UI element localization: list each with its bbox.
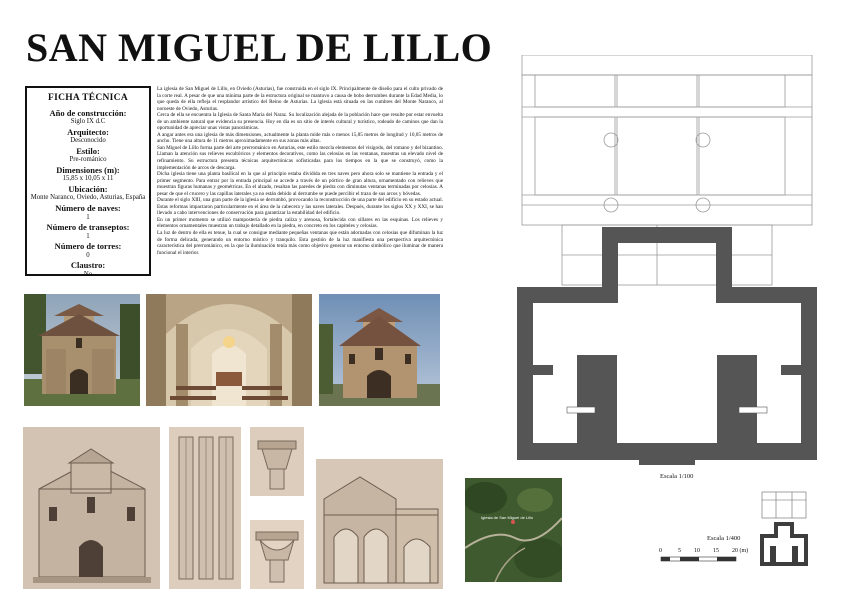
scale-tick: 5 [678, 548, 681, 554]
scale-tick: 15 [713, 548, 719, 554]
sheet-label-architect: Arquitecto: [67, 126, 109, 137]
aerial-map [465, 478, 562, 582]
description-text [157, 86, 443, 256]
floor-plan [517, 55, 822, 465]
scale-bar [656, 546, 756, 568]
technical-sheet-heading: FICHA TÉCNICA [47, 93, 128, 103]
paragraph: Dicha iglesia tiene una planta basilical en la que al principio estaba dividida en tres naves pero ahora solo se mantiene la entrada y el primer segmento. Para entrar por la entrada principal se accede a través de un pórtico de gran altura, ornamentado con relieves que muestran figuras humanas y geométricas. En el alzado, resaltan las paredes de piedra con diminutas ventanas terminadas por celosías. A pesar de que el crucero y las capillas laterales ya no están debido al derrumbe se puede percibir el trazo de sus arcos y bóvedas. [157, 171, 443, 197]
sheet-label-year: Año de construcción: [49, 107, 127, 118]
capital-drawing [250, 427, 304, 496]
paragraph: Durante el siglo XIII, una gran parte de la iglesia se derrumbó, provocando la reconstrucción de una parte del edificio en su estado actual. Estas reformas impactaron particularmente en el área de la cabecera y las naves laterales. Después, durante los siglos XX y XXI, se han llevado a cabo intervenciones de conservación para garantizar la estabilidad del edificio. [157, 197, 443, 217]
sheet-value-transepts: 1 [86, 232, 90, 240]
technical-sheet [25, 86, 151, 276]
sheet-label-towers: Número de torres: [54, 241, 122, 252]
elevation-drawing [23, 427, 160, 589]
paragraph: San Miguel de Lillo forma parte del arte prerrománico en Asturias, este estilo mezcla elementos del visigodo, del romano y del bizantino. Llaman la atención sus relieves escultóricos y elementos decorativos, como las celosías en las ventanas, muestras un elevado nivel de refinamiento. Su estructura presenta técnicas arquitectónicas sofisticadas para los tiempos en la que se construyó, como la implementación de arcos de descarga. [157, 144, 443, 171]
paragraph: Cerca de ella se encuentra la Iglesia de Santa María del Naraz. Su localización alejada de la población hace que resulte por estar envuelta de un ambiente natural que evidencia su presencia. Hoy en día es un sitio de interés cultural y turístico, rodeado de caminos que dan la oportunidad de apreciar unas vistas panorámicas. [157, 112, 443, 132]
page-title: SAN MIGUEL DE LILLO [26, 25, 493, 70]
sheet-value-location: Monte Naranco, Oviedo, Asturias, España [30, 194, 146, 202]
sheet-label-dimensions: Dimensiones (m): [56, 164, 120, 175]
scale-tick: 0 [659, 548, 662, 554]
sheet-label-naves: Número de naves: [55, 203, 121, 214]
scale-tick: 10 [694, 548, 700, 554]
sheet-value-naves: 1 [86, 213, 90, 221]
facade-photo [319, 294, 440, 406]
capital-drawing [250, 520, 304, 589]
sheet-value-year: Siglo IX d.C [70, 118, 106, 126]
sheet-value-cloister: No [83, 270, 93, 278]
sheet-value-architect: Desconocido [70, 137, 106, 145]
sheet-label-style: Estilo: [76, 145, 100, 156]
scale-tick: 20 (m) [732, 548, 749, 554]
sheet-label-location: Ubicación: [68, 183, 108, 194]
map-label: Iglesia de San Miguel de Lillo [481, 515, 534, 520]
paragraph: La luz de dentro de ella es tenue, la cual se consigue mediante pequeñas ventanas que están adornadas con celosías que difuminan la luz de forma delicada, generando un entorno místico y tranquilo. Esta gestión de la luz manifiesta una perspectiva arquitectónica característica del prerrománico, en la que la iluminación tenía más como objetivo generar un entorno simbólico que iluminar de manera funcional el interior. [157, 230, 443, 256]
interior-photo [146, 294, 312, 406]
sheet-label-transepts: Número de transeptos: [46, 222, 130, 233]
sheet-value-dimensions: 15,85 x 10,05 x 11 [62, 175, 114, 183]
site-plan [758, 490, 810, 570]
column-drawing [169, 427, 241, 589]
sheet-value-style: Pre-románico [69, 156, 107, 164]
sheet-value-towers: 0 [86, 251, 90, 259]
sheet-label-cloister: Claustro: [70, 260, 106, 271]
paragraph: La iglesia de San Miguel de Lillo, en Oviedo (Asturias), fue construida en el siglo IX. Principalmente de diseño para el culto privado de la corte real. A pesar de que una mínima parte de la estructura original se mantuvo a causa de bobo derrumbes durante la Edad Media, lo que queda de ella refleja el resplandor artístico del Reino de Asturias. La iglesia está situada en las cumbres del Monte Naranco, al noroeste de Oviedo, Asturias. [157, 86, 443, 112]
section-drawing [316, 459, 443, 589]
paragraph: En un primer momento se utilizó mampostería de piedra caliza y arenosa, fortalecida con sillares en las esquinas. Los relieves y elementos ornamentales muestran un trabajo detallado en la piedra, en concreto en los capiteles y celosías. [157, 216, 443, 230]
exterior-photo [24, 294, 140, 406]
scale-label-small: Escala 1/400 [707, 535, 741, 542]
paragraph: A angar antes era una iglesia de más dimensiones, actualmente la planta mide más o menos 15,85 metros de longitud y 10,05 metros de ancho. Tiene una altura de 11 metros aproximadamente en sus zonas más altas. [157, 131, 443, 145]
scale-label-main: Escala 1/100 [660, 473, 694, 480]
